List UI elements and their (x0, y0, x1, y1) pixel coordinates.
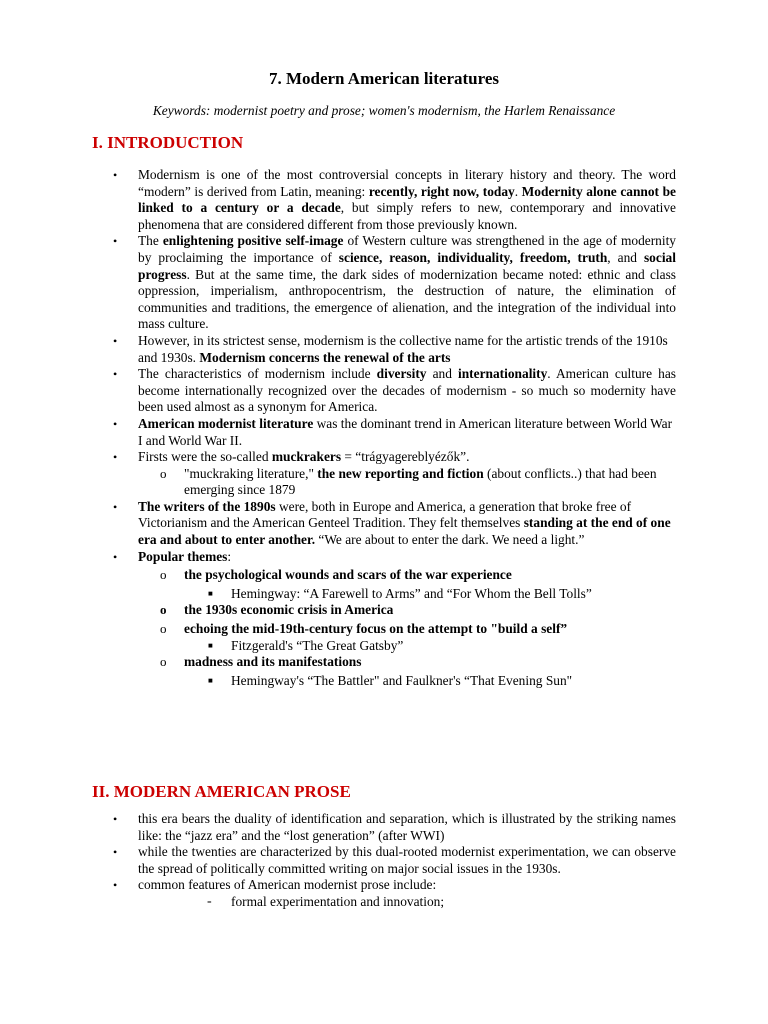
list-item: • Popular themes: (113, 548, 232, 564)
section-heading-introduction: I. INTRODUCTION (92, 133, 244, 152)
bullet-icon: • (113, 549, 118, 564)
theme-item: o the psychological wounds and scars of the war experience (160, 567, 512, 583)
circle-bullet-icon: o (160, 465, 167, 481)
sub-list-item: - formal experimentation and innovation; (207, 893, 445, 909)
list-item: • common features of American modernist prose include: (113, 877, 437, 893)
bullet-icon: • (113, 878, 118, 893)
theme-item: o the 1930s economic crisis in America (160, 602, 394, 618)
bullet-icon: • (113, 845, 118, 860)
bullet-icon: • (113, 450, 118, 465)
list-item: • while the twenties are characterized by this dual-rooted modernist experimentation, we can observe the spread of politically committed writing on major social issues in the 1930s. (113, 844, 676, 876)
list-item: • However, in its strictest sense, modernism is the collective name for the artistic trends of the 1910s and 1930s. Modernism concerns the renewal of the arts (113, 332, 668, 365)
circle-bullet-icon: o (160, 654, 167, 670)
document-title: 7. Modern American literatures (268, 69, 500, 88)
theme-example: ■ Hemingway: “A Farewell to Arms” and “For Whom the Bell Tolls” (208, 585, 592, 601)
list-item: • Firsts were the so-called muckrakers = “trágyagereblyézők”. (113, 449, 470, 465)
bullet-icon: • (113, 499, 118, 514)
theme-item: o madness and its manifestations (160, 654, 362, 670)
section-heading-modern-american-prose: II. MODERN AMERICAN PROSE (92, 782, 351, 801)
list-item: • Modernism is one of the most controversial concepts in literary history and theory. The word “modern” is derived from Latin, meaning: recently, right now, today. Modernity alone cannot be linked to a century or a decade, but simply refers to new, contemporary and innovative phenomena that are considered different from those previously known. (113, 167, 676, 232)
sub-list-item: o "muckraking literature," the new reporting and fiction (about conflicts..) that had been emerging since 1879 (160, 465, 657, 498)
list-item: • The writers of the 1890s were, both in Europe and America, a generation that broke free of Victorianism and the American Genteel Tradition. They felt themselves standing at the end of one era and about to enter another. “We are about to enter the dark. We need a light.” (113, 498, 671, 548)
keywords-line: Keywords: modernist poetry and prose; women's modernism, the Harlem Renaissance (152, 103, 616, 118)
bullet-icon: • (113, 333, 118, 348)
dash-bullet-icon: - (207, 893, 212, 909)
bullet-icon: • (113, 812, 118, 826)
theme-example: ■ Fitzgerald's “The Great Gatsby” (208, 637, 404, 653)
list-item: • The characteristics of modernism include diversity and internationality. American culture has become internationally recognized over the decades of modernism - so much so modernity have been used almost as a synonym for America. (113, 366, 676, 415)
theme-example: ■ Hemingway's “The Battler" and Faulkner's “That Evening Sun" (208, 672, 573, 688)
square-bullet-icon: ■ (208, 640, 213, 650)
list-item: • American modernist literature was the dominant trend in American literature between World War I and World War II. (113, 415, 673, 448)
bullet-icon: • (113, 416, 118, 431)
circle-bullet-icon: o (160, 567, 167, 583)
square-bullet-icon: ■ (208, 588, 213, 598)
introduction-list (0, 167, 768, 689)
square-bullet-icon: ■ (208, 675, 213, 685)
circle-bullet-icon: o (160, 621, 167, 637)
circle-bullet-icon: o (160, 602, 167, 618)
theme-item: o echoing the mid-19th-century focus on the attempt to "build a self” (160, 621, 568, 637)
bullet-icon: • (113, 367, 118, 382)
bullet-icon: • (113, 234, 118, 249)
bullet-icon: • (113, 168, 118, 182)
prose-list (0, 811, 768, 911)
list-item: • this era bears the duality of identification and separation, which is illustrated by the striking names like: the “jazz era” and the “lost generation” (after WWI) (113, 811, 676, 843)
list-item: • The enlightening positive self-image of Western culture was strengthened in the age of modernity by proclaiming the importance of science, reason, individuality, freedom, truth, and social progress. But at the same time, the dark sides of modernization became noted: ethnic and class oppression, imperialism, anthropocentrism, the destruction of nature, the elimination of communities and traditions, the emergence of alienation, and the integration of the individual into mass culture. (113, 233, 676, 332)
